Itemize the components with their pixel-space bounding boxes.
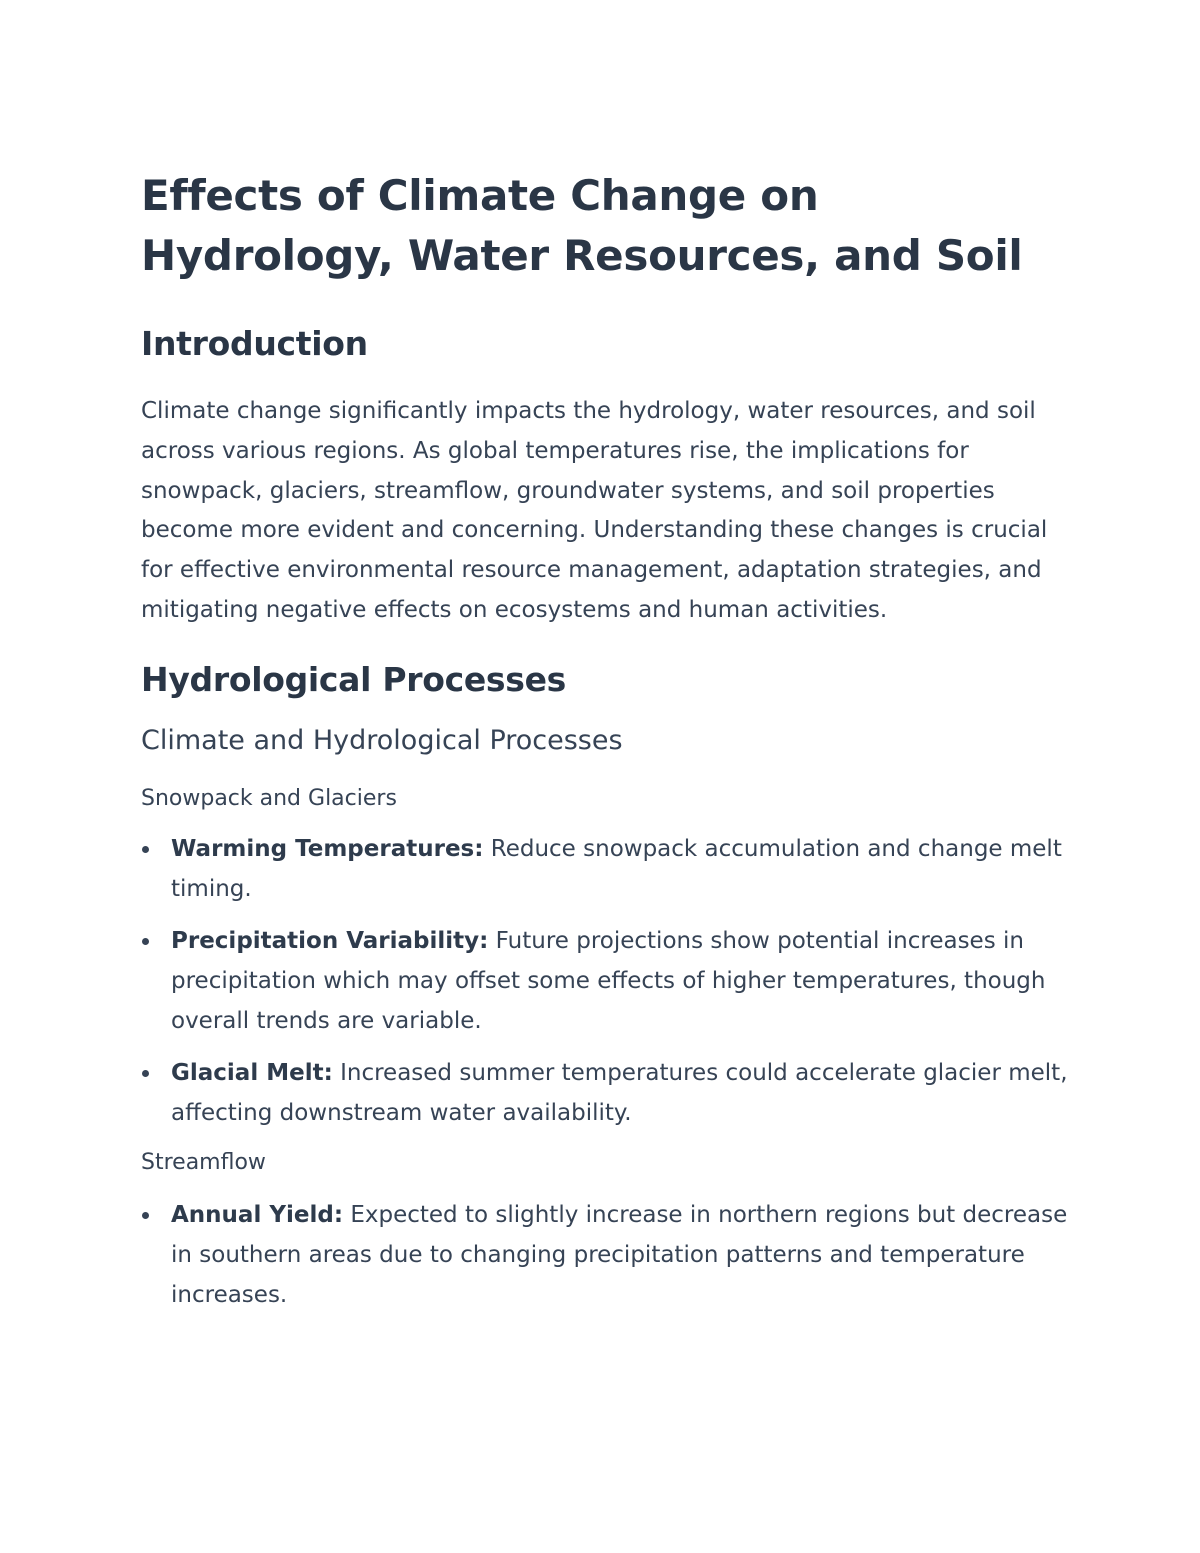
list-item-term: Glacial Melt: — [171, 1059, 333, 1086]
list-item-term: Annual Yield: — [171, 1201, 344, 1228]
list-item-text: Expected to slightly increase in northern regions but decrease in southern areas due to changing precipitation patterns and temperature increases. — [171, 1201, 1068, 1308]
list-item-text: Reduce snowpack accumulation and change melt timing. — [171, 835, 1062, 902]
list-item — [141, 921, 1071, 1041]
hydrological-processes-heading: Hydrological Processes — [141, 659, 567, 699]
snowpack-glaciers-heading: Snowpack and Glaciers — [141, 785, 397, 811]
list-item — [141, 1053, 1071, 1133]
list-item-term: Precipitation Variability: — [171, 927, 489, 954]
list-item-text: Future projections show potential increases in precipitation which may offset some effects of higher temperatures, though overall trends are variable. — [171, 927, 1046, 1034]
list-item — [141, 829, 1071, 909]
snowpack-list — [141, 829, 1071, 1133]
list-item — [141, 1195, 1071, 1315]
introduction-paragraph: Climate change significantly impacts the hydrology, water resources, and soil across various regions. As global temperatures rise, the implications for snowpack, glaciers, streamflow, groundwater systems, and soil properties become more evident and concerning. Understanding these changes is crucial for effective environmental resource management, adaptation strategies, and mitigating negative effects on ecosystems and human activities. — [141, 398, 1048, 623]
bullet-icon — [142, 938, 149, 945]
list-item-text: Increased summer temperatures could accelerate glacier melt, affecting downstream water availability. — [171, 1059, 1068, 1126]
list-item-term: Warming Temperatures: — [171, 835, 484, 862]
document-title: Effects of Climate Change on Hydrology, Water Resources, and Soil — [141, 171, 1023, 280]
bullet-icon — [142, 846, 149, 853]
document-page — [141, 166, 1071, 1315]
streamflow-list — [141, 1195, 1071, 1315]
bullet-icon — [142, 1070, 149, 1077]
introduction-heading: Introduction — [141, 324, 368, 363]
bullet-icon — [142, 1212, 149, 1219]
climate-hydrological-subheading: Climate and Hydrological Processes — [141, 724, 623, 756]
streamflow-heading: Streamflow — [141, 1149, 266, 1175]
